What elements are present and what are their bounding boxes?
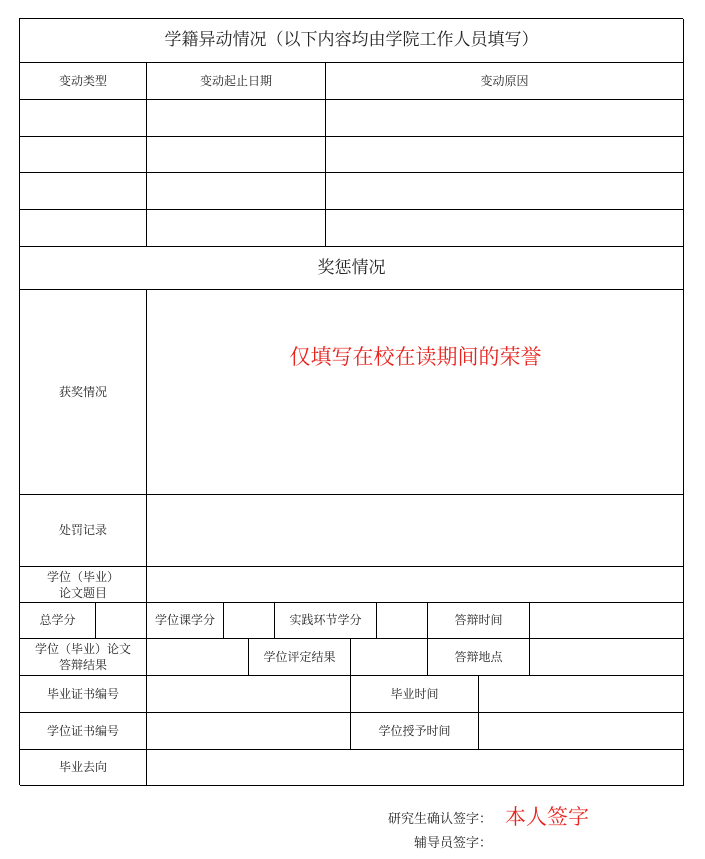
status-change-title: 学籍异动情况（以下内容均由学院工作人员填写）	[20, 19, 684, 63]
defense-result-field[interactable]	[147, 639, 249, 676]
awards-label: 获奖情况	[20, 290, 147, 495]
change-reason-cell[interactable]	[326, 100, 684, 137]
student-signature-value[interactable]: 本人签字	[505, 805, 589, 829]
awards-note: 仅填写在校在读期间的荣誉	[289, 345, 542, 369]
course-credits-label: 学位课学分	[147, 603, 224, 639]
change-type-cell[interactable]	[20, 100, 147, 137]
course-credits-field[interactable]	[224, 603, 275, 639]
destination-field[interactable]	[147, 750, 684, 786]
change-dates-cell[interactable]	[147, 173, 326, 210]
header-change-reason: 变动原因	[326, 63, 684, 100]
diploma-no-field[interactable]	[147, 676, 351, 713]
defense-time-label: 答辩时间	[428, 603, 530, 639]
change-dates-cell[interactable]	[147, 210, 326, 247]
change-dates-cell[interactable]	[147, 100, 326, 137]
total-credits-label: 总学分	[20, 603, 96, 639]
graduation-time-label: 毕业时间	[351, 676, 479, 713]
change-type-cell[interactable]	[20, 173, 147, 210]
penalty-label: 处罚记录	[20, 495, 147, 567]
degree-grant-time-label: 学位授予时间	[351, 713, 479, 750]
graduation-time-field[interactable]	[479, 676, 684, 713]
thesis-title-label: 学位（毕业） 论文题目	[20, 567, 147, 603]
practice-credits-field[interactable]	[377, 603, 428, 639]
change-dates-cell[interactable]	[147, 137, 326, 173]
destination-label: 毕业去向	[20, 750, 147, 786]
degree-cert-no-field[interactable]	[147, 713, 351, 750]
student-signature-label: 研究生确认签字：	[388, 812, 493, 827]
student-record-form	[19, 18, 683, 785]
change-type-cell[interactable]	[20, 210, 147, 247]
awards-field[interactable]	[147, 290, 684, 495]
change-reason-cell[interactable]	[326, 137, 684, 173]
change-reason-cell[interactable]	[326, 210, 684, 247]
total-credits-field[interactable]	[96, 603, 147, 639]
change-reason-cell[interactable]	[326, 173, 684, 210]
defense-result-label: 学位（毕业）论文 答辩结果	[20, 639, 147, 676]
header-change-dates: 变动起止日期	[147, 63, 326, 100]
counselor-signature-label: 辅导员签字：	[414, 836, 493, 851]
defense-time-field[interactable]	[530, 603, 684, 639]
degree-grant-time-field[interactable]	[479, 713, 684, 750]
evaluation-result-field[interactable]	[351, 639, 428, 676]
diploma-no-label: 毕业证书编号	[20, 676, 147, 713]
header-change-type: 变动类型	[20, 63, 147, 100]
practice-credits-label: 实践环节学分	[275, 603, 377, 639]
defense-location-label: 答辩地点	[428, 639, 530, 676]
change-type-cell[interactable]	[20, 137, 147, 173]
degree-cert-no-label: 学位证书编号	[20, 713, 147, 750]
penalty-field[interactable]	[147, 495, 684, 567]
evaluation-result-label: 学位评定结果	[249, 639, 351, 676]
defense-location-field[interactable]	[530, 639, 684, 676]
thesis-title-field[interactable]	[147, 567, 684, 603]
rewards-title: 奖惩情况	[20, 247, 684, 290]
